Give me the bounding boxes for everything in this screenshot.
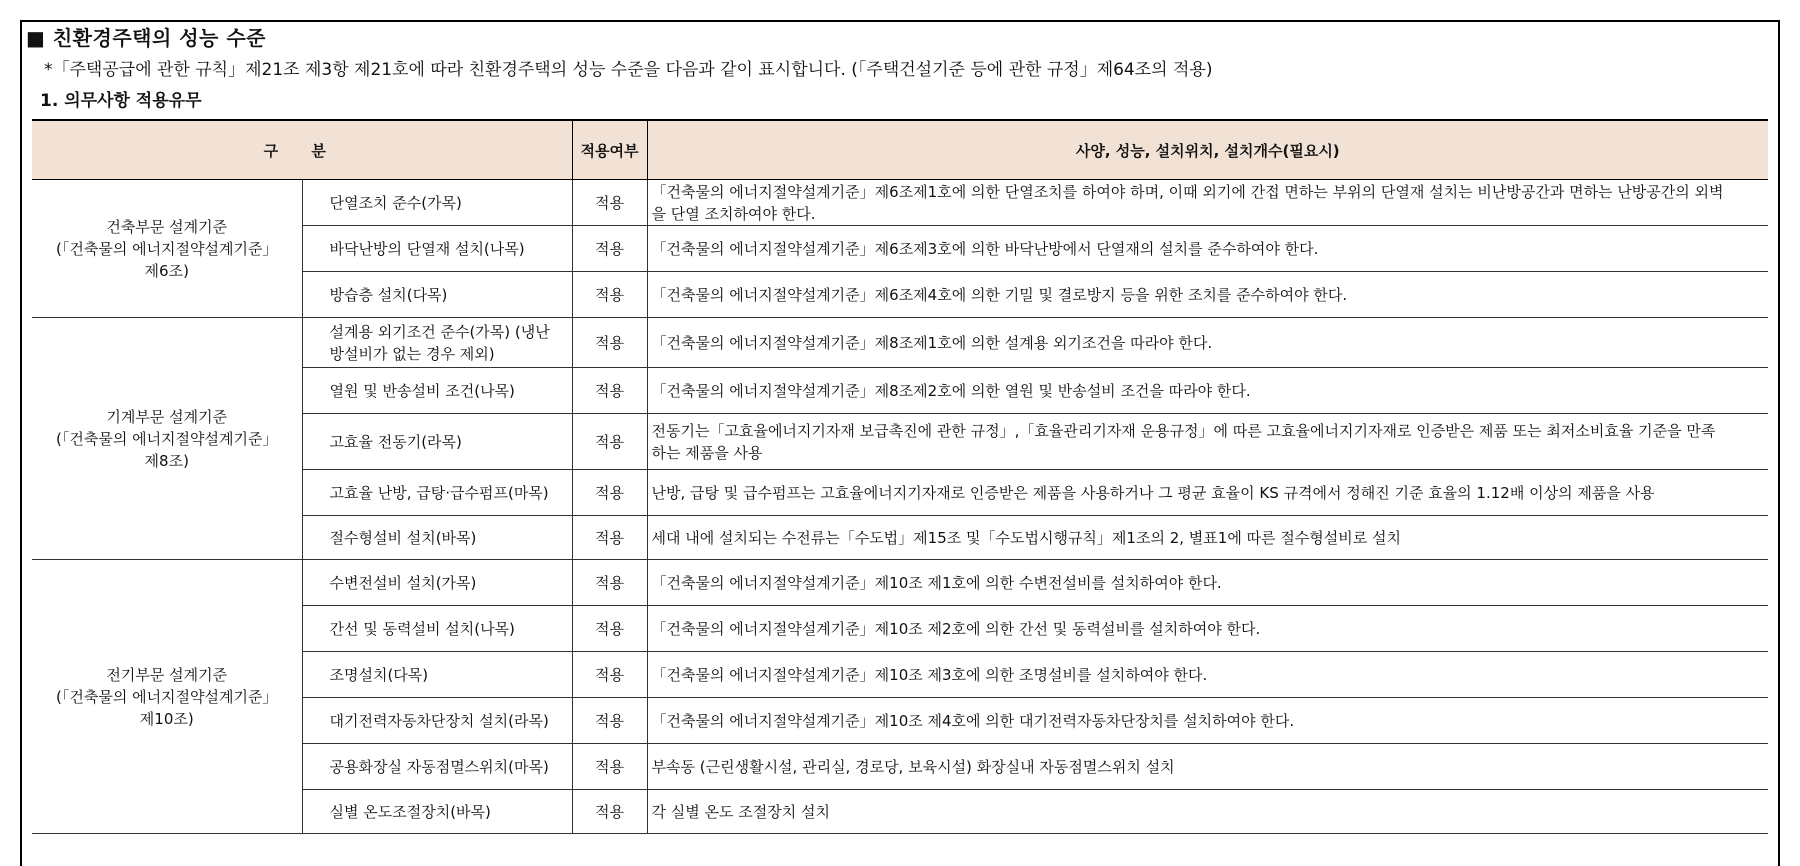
table-row (32, 318, 1768, 368)
apply-cell: 적용 (572, 414, 647, 470)
category-group-line: (「건축물의 에너지절약설계기준」 (56, 239, 278, 258)
item-cell: 공용화장실 자동점멸스위치(마목) (302, 744, 572, 790)
apply-cell: 적용 (572, 318, 647, 368)
item-cell: 방습층 설치(다목) (302, 272, 572, 318)
category-header: 구 분 (32, 120, 572, 180)
spec-cell: 각 실별 온도 조절장치 설치 (647, 790, 1768, 834)
item-cell: 설계용 외기조건 준수(가목) (냉난방설비가 없는 경우 제외) (302, 318, 572, 368)
performance-table (32, 119, 1768, 834)
apply-cell: 적용 (572, 606, 647, 652)
apply-cell: 적용 (572, 272, 647, 318)
section-title: 1. 의무사항 적용유무 (40, 91, 202, 111)
category-group-line: (「건축물의 에너지절약설계기준」 (56, 429, 278, 448)
category-group-cell (32, 318, 302, 560)
spec-cell: 「건축물의 에너지절약설계기준」제6조제1호에 의한 단열조치를 하여야 하며, 이때 외기에 간접 면하는 부위의 단열재 설치는 비난방공간과 면하는 난방공간의 외벽을 단열 조치하여야 한다. (647, 180, 1768, 226)
apply-cell: 적용 (572, 470, 647, 516)
category-group-cell (32, 560, 302, 834)
table-body (32, 180, 1768, 834)
apply-cell: 적용 (572, 516, 647, 560)
item-cell: 바닥난방의 단열재 설치(나목) (302, 226, 572, 272)
item-cell: 열원 및 반송설비 조건(나목) (302, 368, 572, 414)
apply-cell: 적용 (572, 226, 647, 272)
item-cell: 대기전력자동차단장치 설치(라목) (302, 698, 572, 744)
table-row (32, 560, 1768, 606)
spec-cell: 「건축물의 에너지절약설계기준」제6조제4호에 의한 기밀 및 결로방지 등을 위한 조치를 준수하여야 한다. (647, 272, 1768, 318)
spec-cell: 「건축물의 에너지절약설계기준」제8조제2호에 의한 열원 및 반송설비 조건을 따라야 한다. (647, 368, 1768, 414)
apply-cell: 적용 (572, 652, 647, 698)
category-group-line: 제10조) (139, 709, 194, 728)
table-row (32, 180, 1768, 226)
regulation-note: *「주택공급에 관한 규칙」제21조 제3항 제21호에 따라 친환경주택의 성능 수준을 다음과 같이 표시합니다. (「주택건설기준 등에 관한 규정」제64조의 적용) (44, 60, 1213, 80)
category-group-line: 전기부문 설계기준 (106, 665, 228, 684)
category-group-line: (「건축물의 에너지절약설계기준」 (56, 687, 278, 706)
spec-cell: 부속동 (근린생활시설, 관리실, 경로당, 보육시설) 화장실내 자동점멸스위치 설치 (647, 744, 1768, 790)
category-group-line: 기계부문 설계기준 (106, 407, 228, 426)
spec-cell: 난방, 급탕 및 급수펌프는 고효율에너지기자재로 인증받은 제품을 사용하거나 그 평균 효율이 KS 규격에서 정해진 기준 효율의 1.12배 이상의 제품을 사용 (647, 470, 1768, 516)
apply-cell: 적용 (572, 744, 647, 790)
spec-cell: 세대 내에 설치되는 수전류는「수도법」제15조 및「수도법시행규칙」제1조의 2, 별표1에 따른 절수형설비로 설치 (647, 516, 1768, 560)
category-group-line: 제6조) (144, 261, 189, 280)
spec-cell: 「건축물의 에너지절약설계기준」제10조 제1호에 의한 수변전설비를 설치하여야 한다. (647, 560, 1768, 606)
item-cell: 고효율 전동기(라목) (302, 414, 572, 470)
spec-header: 사양, 성능, 설치위치, 설치개수(필요시) (647, 120, 1768, 180)
spec-cell: 「건축물의 에너지절약설계기준」제10조 제3호에 의한 조명설비를 설치하여야 한다. (647, 652, 1768, 698)
spec-cell: 「건축물의 에너지절약설계기준」제10조 제4호에 의한 대기전력자동차단장치를 설치하여야 한다. (647, 698, 1768, 744)
spec-cell: 「건축물의 에너지절약설계기준」제10조 제2호에 의한 간선 및 동력설비를 설치하여야 한다. (647, 606, 1768, 652)
table-header-row (32, 120, 1768, 180)
item-cell: 조명설치(다목) (302, 652, 572, 698)
apply-cell: 적용 (572, 560, 647, 606)
spec-cell: 「건축물의 에너지절약설계기준」제6조제3호에 의한 바닥난방에서 단열재의 설치를 준수하여야 한다. (647, 226, 1768, 272)
item-cell: 수변전설비 설치(가목) (302, 560, 572, 606)
category-group-line: 건축부문 설계기준 (106, 217, 228, 236)
category-group-line: 제8조) (144, 451, 189, 470)
apply-cell: 적용 (572, 790, 647, 834)
item-cell: 단열조치 준수(가목) (302, 180, 572, 226)
category-group-cell (32, 180, 302, 318)
item-cell: 절수형설비 설치(바목) (302, 516, 572, 560)
item-cell: 실별 온도조절장치(바목) (302, 790, 572, 834)
apply-cell: 적용 (572, 368, 647, 414)
spec-cell: 전동기는「고효율에너지기자재 보급촉진에 관한 규정」,「효율관리기자재 운용규정」에 따른 고효율에너지기자재로 인증받은 제품 또는 최저소비효율 기준을 만족하는 제품을 사용 (647, 414, 1768, 470)
spec-cell: 「건축물의 에너지절약설계기준」제8조제1호에 의한 설계용 외기조건을 따라야 한다. (647, 318, 1768, 368)
apply-cell: 적용 (572, 180, 647, 226)
item-cell: 간선 및 동력설비 설치(나목) (302, 606, 572, 652)
page-title: ■ 친환경주택의 성능 수준 (26, 26, 266, 50)
apply-cell: 적용 (572, 698, 647, 744)
apply-header: 적용여부 (572, 120, 647, 180)
item-cell: 고효율 난방, 급탕·급수펌프(마목) (302, 470, 572, 516)
